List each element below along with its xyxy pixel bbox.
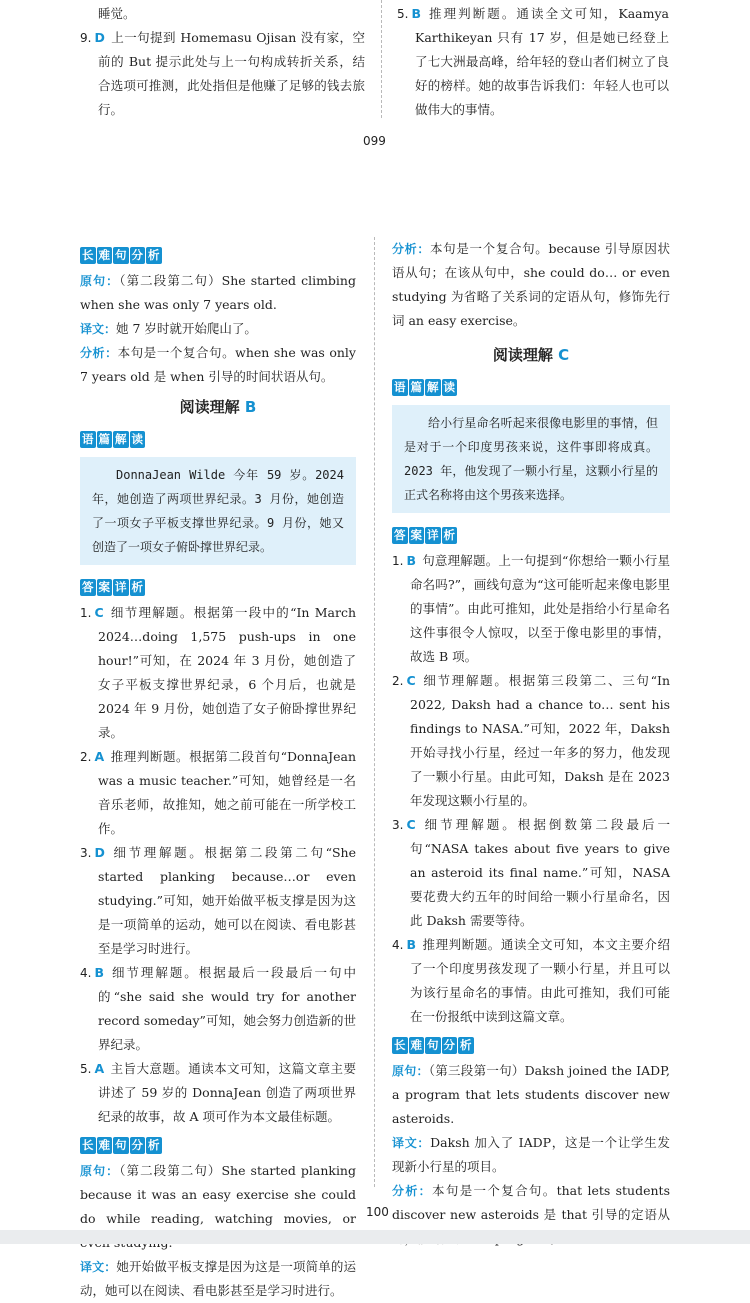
answer-item: 4. B 细节理解题。根据最后一段最后一句中的“she said she would try for another record someday”可知，她会努力创造新的世界纪录。 xyxy=(80,965,356,1052)
answer-item: 5. A 主旨大意题。通读本文可知，这篇文章主要讲述了 59 岁的 DonnaJean 创造了两项世界纪录的故事，故 A 项可作为本文最佳标题。 xyxy=(80,1061,356,1124)
original-sentence: 原句：（第二段第二句）She started planking because it was an easy exercise she could do while reading, watching movies, or xyxy=(80,1163,356,1226)
answer-letter: B xyxy=(94,965,104,980)
line-text: 睡觉。 xyxy=(98,6,136,21)
passage-tag: 语 篇 解 读 xyxy=(82,432,143,446)
translation: 译文：Daksh 加入了 IADP，这是一个让学生发现新小行星的项目。 xyxy=(392,1135,670,1174)
analysis: 分析：本句是一个复合句。that lets students discover new asteroids 是 that 引导的定语从 xyxy=(392,1183,670,1222)
analysis: 分析：本句是一个复合句。because 引导原因状语从句；在该从句中，she could do… or even studying 为省略了关系词的定语从句，修饰先行词 an easy exercise。 xyxy=(392,241,670,328)
answer-explanation: 上一句提到 Homemasu Ojisan 没有家，空前的 But 提示此处与上一句构成转折关系，结合选项可推测，此处指但是他赚了足够的钱去旅行。 xyxy=(98,30,365,117)
page-100-left-column xyxy=(80,239,356,1303)
answer-letter: C xyxy=(406,817,416,832)
answer-item: 1. B 句意理解题。上一句提到“你想给一颗小行星命名吗?”，画线句意为“这可能听起来像电影里的事情”。由此可推知，此处是指给小行星命名这件事很令人惊叹，以至于像电影里的事情，故选 B 项。 xyxy=(392,553,670,664)
answer-item: 3. D 细节理解题。根据第二段第二句“She started planking because…or even studying.”可知，她开始做平板支撑是因为这是一项简单的运动，她可以在阅读、看电影甚至是学习时进行。 xyxy=(80,845,356,956)
section-title-b: 阅读理解 B xyxy=(179,398,257,416)
answer-letter: A xyxy=(94,1061,105,1076)
answer-letter: D xyxy=(94,845,105,860)
answer-item: 4. B 推理判断题。通读全文可知，本文主要介绍了一个印度男孩发现了一颗小行星，并且可以为该行星命名的事情。由此可推知，我们可能在一份报纸中读到这篇文章。 xyxy=(392,937,670,1024)
translation: 译文：她开始做平板支撑是因为这是一项简单的运动，她可以在阅读、看电影甚至是学习时进行。 xyxy=(80,1259,356,1298)
answer-item: 1. C 细节理解题。根据第一段中的“In March 2024…doing 1,575 push-ups in one hour!”可知，在 2024 年 3 月份，她创造了女子平板支撑世界纪录，6 个月后，也就是 2024 年 9 月份，她创造了女子俯卧撑世界纪录。 xyxy=(80,605,356,740)
answer-letter: A xyxy=(94,749,105,764)
page-100-right-column xyxy=(392,237,670,1251)
viewer-bottom-edge xyxy=(0,1230,750,1244)
answer-item: 5. B 推理判断题。通读全文可知，Kaamya Karthikeyan 只有 17 岁，但是她已经登上了七大洲最高峰，给年轻的登山者们树立了良好的榜样。她的故事告诉我们：年轻人也可以做伟大的事情。 xyxy=(397,6,669,117)
answer-tag: 答 案 详 析 xyxy=(394,528,455,542)
answer-item: 3. C 细节理解题。根据倒数第二段最后一句“NASA takes about five years to give an asteroid its final name.”可知，NASA 要花费大约五年的时间给一颗小行星命名，因此 Daksh 需要等待。 xyxy=(392,817,670,928)
page-099-left-column xyxy=(80,2,365,122)
translation: 译文：她 7 岁时就开始爬山了。 xyxy=(80,321,257,336)
answer-letter: B xyxy=(411,6,421,21)
page-099 xyxy=(0,0,750,165)
answer-tag: 答 案 详 析 xyxy=(82,580,143,594)
page-number: 100 xyxy=(366,1205,389,1219)
passage-summary: 给小行星命名听起来很像电影里的事情，但是对于一个印度男孩来说，这件事即将成真。2023 年，他发现了一颗小行星，这颗小行星的正式名称将由这个男孩来选择。 xyxy=(392,405,670,513)
long-sentence-tag: 长 难 句 分 析 xyxy=(394,1038,472,1052)
answer-letter: B xyxy=(406,553,416,568)
answer-letter: C xyxy=(406,673,416,688)
answer-letter: C xyxy=(94,605,104,620)
page-099-right-column xyxy=(397,2,669,122)
original-sentence: 原句：（第三段第一句）Daksh joined the IADP, a program that lets students discover new asteroids. xyxy=(392,1063,670,1126)
long-sentence-tag: 长 难 句 分 析 xyxy=(82,1138,160,1152)
answer-item: 2. C 细节理解题。根据第三段第二、三句“In 2022, Daksh had a chance to… sent his findings to NASA.”可知，2022 年，Daksh 开始寻找小行星，经过一年多的努力，他发现了一颗小行星。由此可知，Daksh 是在 2023 年发现这颗小行星的。 xyxy=(392,673,670,808)
passage-tag: 语 篇 解 读 xyxy=(394,380,455,394)
column-divider xyxy=(381,0,382,118)
column-divider xyxy=(374,237,375,1187)
page-100 xyxy=(0,225,750,1298)
original-sentence: 原句：（第二段第二句）She started climbing when she was only 7 years old. xyxy=(80,273,356,312)
answer-item: 2. A 推理判断题。根据第二段首句“DonnaJean was a music teacher.”可知，她曾经是一名音乐老师，故推知，她之前可能在一所学校工作。 xyxy=(80,749,356,836)
passage-summary: DonnaJean Wilde 今年 59 岁。2024 年，她创造了两项世界纪录。3 月份，她创造了一项女子平板支撑世界纪录。9 月份，她又创造了一项女子俯卧撑世界纪录。 xyxy=(80,457,356,565)
answer-letter: B xyxy=(406,937,416,952)
answer-letter: D xyxy=(94,30,105,45)
answer-item: 9. D 上一句提到 Homemasu Ojisan 没有家，空前的 But 提示此处与上一句构成转折关系，结合选项可推测，此处指但是他赚了足够的钱去旅行。 xyxy=(80,30,365,117)
long-sentence-tag: 长 难 句 分 析 xyxy=(82,248,160,262)
page-number: 099 xyxy=(363,134,386,148)
analysis: 分析：本句是一个复合句。when she was only 7 years old 是 when 引导的时间状语从句。 xyxy=(80,345,356,384)
page-gap xyxy=(0,165,750,225)
answer-explanation: 推理判断题。通读全文可知，Kaamya Karthikeyan 只有 17 岁，但是她已经登上了七大洲最高峰，给年轻的登山者们树立了良好的榜样。她的故事告诉我们：年轻人也可以做伟大的事情。 xyxy=(415,6,669,117)
section-title-c: 阅读理解 C xyxy=(492,346,570,364)
